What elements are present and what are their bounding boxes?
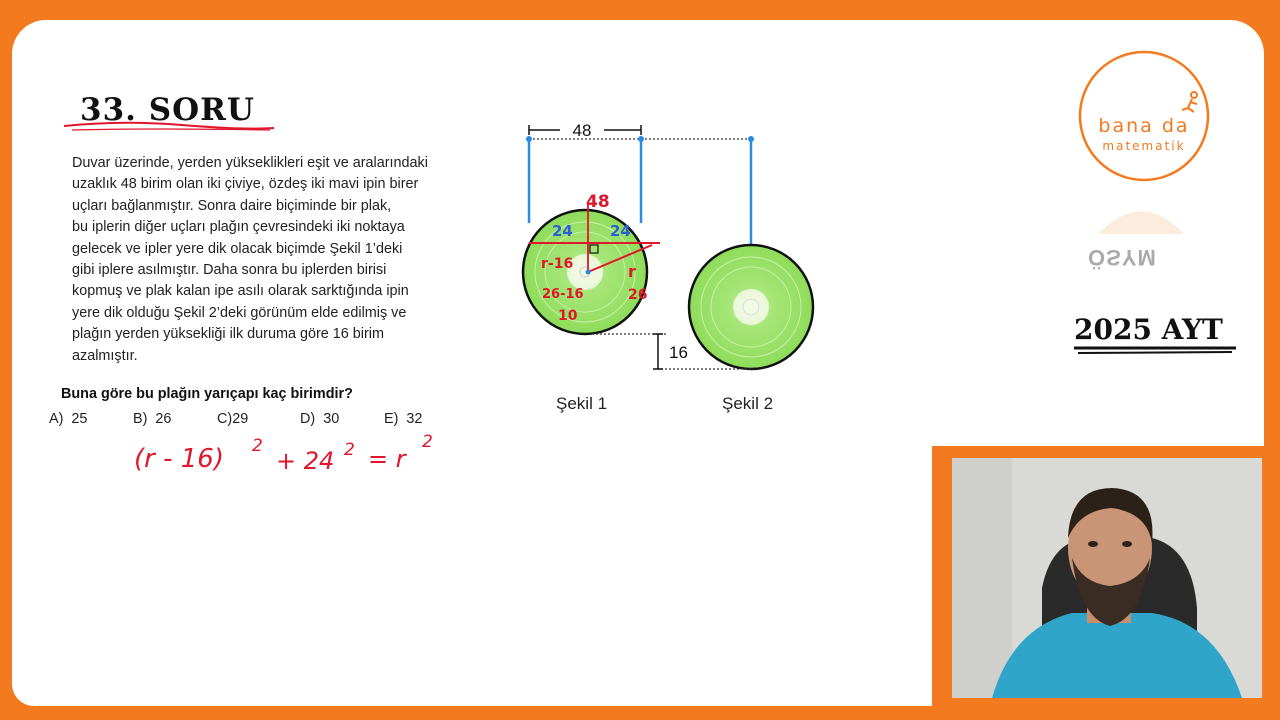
question-line: gibi iplere asılmıştır. Daha sonra bu iplerden birisi xyxy=(72,262,387,279)
question-line: gelecek ve ipler yere dik olacak biçimde Şekil 1’deki xyxy=(72,240,403,257)
width-dimension xyxy=(529,121,641,140)
svg-text:26-16: 26-16 xyxy=(542,287,584,302)
width-label: 48 xyxy=(572,121,592,140)
handwritten-equation xyxy=(130,425,450,485)
svg-text:+ 24: + 24 xyxy=(276,447,335,475)
presenter xyxy=(952,458,1262,698)
height-label: 16 xyxy=(669,343,688,362)
svg-text:r-16: r-16 xyxy=(541,256,574,272)
bana-da-matematik-logo xyxy=(1076,46,1212,186)
question-line: yere dik olduğu Şekil 2’deki görünüm elde edilmiş ve xyxy=(72,304,407,321)
svg-text:26: 26 xyxy=(628,287,648,303)
svg-text:2: 2 xyxy=(252,436,263,456)
svg-text:r: r xyxy=(628,262,636,281)
question-line: uzaklık 48 birim olan iki çiviye, özdeş iki mavi ipin birer xyxy=(72,176,419,193)
question-line: kopmuş ve plak kalan ipe asılı olarak sarktığında ipin xyxy=(72,283,409,300)
question-line: Duvar üzerinde, yerden yükseklikleri eşit ve aralarındaki xyxy=(72,155,428,171)
exam-badge-underline xyxy=(1072,344,1242,358)
question-line: uçları bağlanmıştır. Sonra daire biçiminde bir plak, xyxy=(72,197,392,214)
question-text xyxy=(72,153,492,367)
figure-1-caption: Şekil 1 xyxy=(556,394,608,413)
svg-text:2: 2 xyxy=(344,440,355,460)
question-line: azalmıştır. xyxy=(72,347,138,364)
runner-icon xyxy=(1182,92,1197,112)
option-e[interactable]: E) 32 xyxy=(384,411,423,427)
figure-2-caption: Şekil 2 xyxy=(722,394,774,413)
exam-badge: 2025 AYT xyxy=(1074,313,1223,346)
option-c[interactable]: C)29 xyxy=(217,411,249,427)
option-a[interactable]: A) 25 xyxy=(49,411,88,427)
question-title: 33. SORU xyxy=(80,92,255,128)
figure-diagram xyxy=(502,115,842,385)
question-line: bu iplerin diğer uçları plağın çevresindeki iki noktaya xyxy=(72,219,405,236)
svg-text:matematik: matematik xyxy=(1102,139,1186,153)
height-dimension xyxy=(653,334,688,369)
question-line: plağın yerden yüksekliği ilk duruma göre 16 birim xyxy=(72,326,384,343)
option-b[interactable]: B) 26 xyxy=(133,411,172,427)
question-prompt: Buna göre bu plağın yarıçapı kaç birimdir? xyxy=(61,386,353,402)
title-underline xyxy=(62,116,277,136)
disc-figure-2 xyxy=(689,245,813,369)
svg-text:24: 24 xyxy=(610,222,631,240)
option-d[interactable]: D) 30 xyxy=(300,411,340,427)
svg-text:2: 2 xyxy=(422,432,433,452)
osym-text: ÖSYM xyxy=(1088,245,1157,270)
svg-text:(r - 16): (r - 16) xyxy=(134,444,224,474)
webcam-feed xyxy=(952,458,1262,698)
svg-text:24: 24 xyxy=(552,222,573,240)
svg-text:= r: = r xyxy=(368,445,406,473)
svg-text:10: 10 xyxy=(558,308,578,324)
svg-text:48: 48 xyxy=(586,192,610,212)
svg-text:bana da: bana da xyxy=(1098,115,1190,137)
